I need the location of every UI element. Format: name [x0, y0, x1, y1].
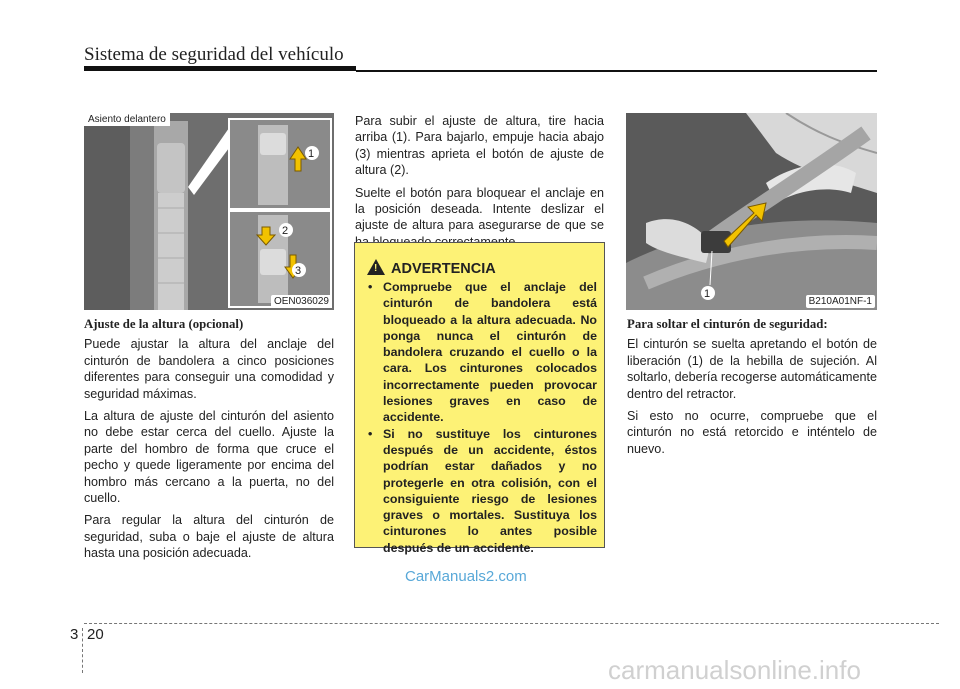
paragraph: Suelte el botón para bloquear el anclaje en la posición deseada. Intente deslizar el ajuste de altura para asegurarse de que se: [355, 185, 604, 233]
header-rule-thin: [356, 70, 877, 72]
figure-callout-2: 2: [282, 225, 289, 237]
section-number: 3: [70, 626, 79, 643]
section-subhead: Ajuste de la altura (opcional): [84, 317, 244, 331]
watermark-link[interactable]: CarManuals2.com: [405, 568, 527, 585]
warning-title: ADVERTENCIA: [391, 261, 496, 277]
buckle-release-drawing: [626, 113, 877, 310]
left-column: [84, 316, 334, 568]
buckle-release-illustration: [626, 113, 877, 310]
figure-callout-3: 3: [295, 265, 302, 277]
warning-item: • Si no sustituye los cinturones después de un accidente, éstos podrían estar dañados y no protegerle en otra colisión, con el consiguiente riesgo de lesiones graves o mortales. Sustituya los cinturones lo antes posible después de un accidente.: [365, 426, 597, 556]
height-adjuster-illustration: [84, 113, 334, 310]
warning-item: • Compruebe que el anclaje del cinturón de bandolera está bloqueado a la altura adecuada. No ponga nunca el cinturón de bandolera cruzando el cuello o la cara. Los cinturones colocados incorrectamente pueden provocar lesiones graves en caso de accidente.: [365, 279, 597, 426]
warning-list: [365, 279, 597, 556]
figure-code: OEN036029: [271, 295, 332, 308]
page-header-title: Sistema de seguridad del vehículo: [84, 44, 344, 65]
footer-rule: [84, 623, 939, 624]
page-number: 20: [87, 626, 104, 643]
warning-heading: [367, 259, 496, 277]
figure-code: B210A01NF-1: [806, 295, 875, 308]
paragraph: Puede ajustar la altura del anclaje del cinturón de bandolera a cinco posiciones diferentes para conseguir una comodidad y seguridad máximas.: [84, 337, 334, 401]
paragraph: La altura de ajuste del cinturón del asiento no debe estar cerca del cuello. Ajuste la parte del hombro de forma que cruce el pecho y quede ligeramente por encima del hombro más cercano a la puerta, no del cuello.: [84, 409, 334, 506]
paragraph: Si esto no ocurre, compruebe que el cinturón no está retorcido e inténtelo de nuevo.: [627, 409, 877, 456]
figure-callout-1: 1: [308, 148, 315, 160]
warning-triangle-icon: !: [367, 259, 385, 275]
paragraph: El cinturón se suelta apretando el botón de liberación (1) de la hebilla de sujeción. Al soltarlo, debería recogerse automáticamente dentro del retractor.: [627, 337, 877, 401]
figure-callout-1: 1: [704, 288, 711, 300]
figure-caption-label: Asiento delantero: [84, 113, 170, 126]
header-rule: [84, 66, 356, 71]
middle-column: [355, 113, 604, 256]
watermark-footer: carmanualsonline.info: [608, 655, 861, 685]
paragraph: Para regular la altura del cinturón de seguridad, suba o baje el ajuste de altura hasta una posición adecuada.: [84, 513, 334, 561]
section-subhead: Para soltar el cinturón de seguridad:: [627, 317, 828, 331]
warning-box: [354, 242, 605, 555]
paragraph: Para subir el ajuste de altura, tire hacia arriba (1). Para bajarlo, empuje hacia abajo (3) mientras aprieta el botón de ajuste de altura (2).: [355, 114, 604, 178]
height-adjuster-drawing: [84, 113, 334, 310]
footer-divider: [82, 628, 83, 673]
right-column: [627, 316, 877, 463]
